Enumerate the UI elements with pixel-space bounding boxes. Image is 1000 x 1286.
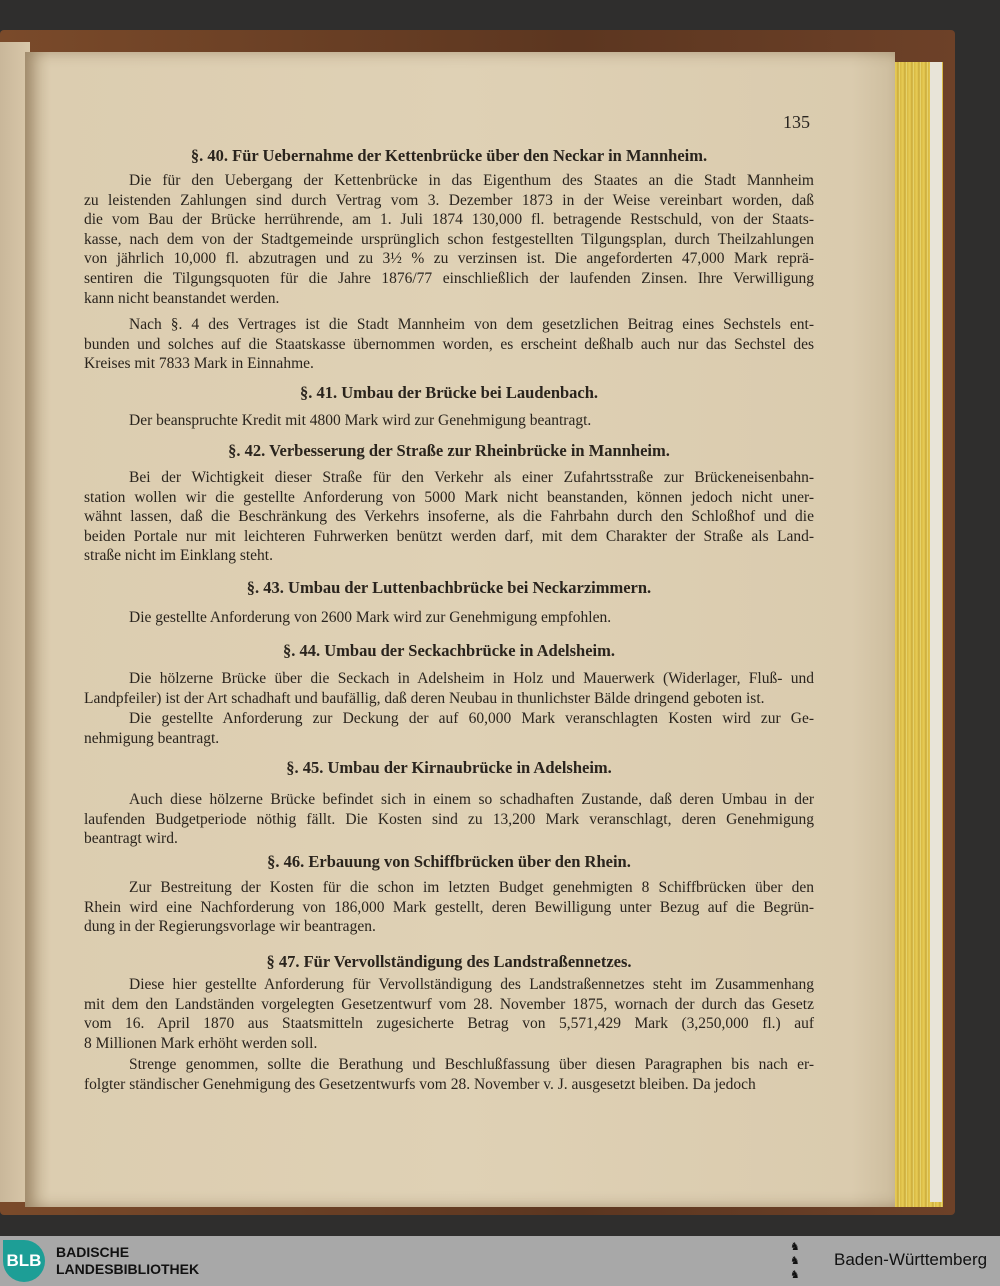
lions-coat-of-arms-icon: ♞ ♞ ♞ [790, 1241, 800, 1281]
text-line: nehmigung beantragt. [84, 729, 220, 747]
paragraph [84, 878, 814, 937]
text-line: Die gestellte Anforderung zur Deckung der auf 60,000 Mark veranschlagten Kosten wird zur Ge- [129, 710, 814, 727]
text-line: Kreises mit 7833 Mark in Einnahme. [84, 355, 314, 373]
section-heading: §. 40. Für Uebernahme der Kettenbrücke über den Neckar in Mannheim. [190, 146, 708, 165]
text-line: Der beanspruchte Kredit mit 4800 Mark wird zur Genehmigung beantragt. [129, 412, 592, 429]
text-line: Die für den Uebergang der Kettenbrücke in das Eigenthum des Staates an die Stadt Mannheim [129, 172, 814, 189]
text-line: station wollen wir die gestellte Anforderung von 5000 Mark nicht beanstanden, können jedoch nicht uner- [84, 488, 814, 506]
library-name[interactable] [56, 1244, 199, 1278]
text-line: vom 16. April 1870 aus Staatsmitteln zugesicherte Betrag von 5,571,429 Mark (3,250,000 fl.) auf [84, 1015, 814, 1033]
text-line: bunden und solches auf die Staatskasse übernommen worden, es erscheint deßhalb auch nur das Sechstel des [84, 335, 814, 353]
library-name-line2: LANDESBIBLIOTHEK [56, 1261, 200, 1277]
text-line: wähnt lassen, daß die Beschränkung des Verkehrs insoferne, als die Fahrbahn durch den Schloßhof und die [84, 508, 814, 526]
paragraph [84, 790, 814, 849]
text-line: kasse, nach dem von der Stadtgemeinde ursprünglich schon festgestellten Tilgungsplan, durch Theilzahlungen [84, 230, 814, 248]
text-line: Die gestellte Anforderung von 2600 Mark wird zur Genehmigung empfohlen. [129, 609, 612, 626]
section-heading: § 47. Für Vervollständigung des Landstraßennetzes. [266, 952, 632, 971]
paragraph [84, 411, 814, 431]
paragraph [84, 975, 814, 1053]
text-line: Die hölzerne Brücke über die Seckach in Adelsheim in Holz und Mauerwerk (Widerlager, Fluß- und [129, 670, 814, 687]
text-line: mit dem den Landständen vorgelegten Gesetzentwurf vom 28. November 1875, wornach der durch das Gesetz [84, 995, 814, 1013]
paragraph [84, 608, 814, 628]
text-line: die vom Bau der Brücke herrührende, am 1. Juli 1874 130,000 fl. betragende Restschuld, von der Staats- [84, 211, 814, 229]
text-line: kann nicht beanstandet werden. [84, 289, 280, 307]
paragraph [84, 171, 814, 308]
text-line: Diese hier gestellte Anforderung für Vervollständigung des Landstraßennetzes steht im Zusammenhang [129, 976, 814, 993]
text-line: Nach §. 4 des Vertrages ist die Stadt Mannheim von dem gesetzlichen Beitrag eines Sechstels ent- [129, 316, 814, 333]
blb-logo[interactable]: BLB [3, 1240, 45, 1282]
page-number: 135 [783, 112, 810, 132]
text-line: Rhein wird eine Nachforderung von 186,000 Mark gestellt, deren Bewilligung unter Bezug auf die Begrün- [84, 898, 814, 916]
paragraph [84, 1055, 814, 1094]
text-line: dung in der Regierungsvorlage wir beantragen. [84, 918, 376, 936]
text-line: Bei der Wichtigkeit dieser Straße für den Verkehr als einer Zufahrtsstraße zur Brückeneisenbahn- [129, 469, 814, 486]
text-line: 8 Millionen Mark erhöht werden soll. [84, 1034, 318, 1052]
section-heading: §. 46. Erbauung von Schiffbrücken über den Rhein. [267, 852, 631, 871]
text-line: Zur Bestreitung der Kosten für die schon im letzten Budget genehmigten 8 Schiffbrücken über den [129, 879, 814, 896]
section-heading: §. 41. Umbau der Brücke bei Laudenbach. [299, 383, 599, 402]
state-name[interactable]: Baden-Württemberg [834, 1250, 988, 1269]
section-heading: §. 44. Umbau der Seckachbrücke in Adelsheim. [282, 641, 615, 660]
text-line: laufenden Budgetperiode nöthig fällt. Die Kosten sind zu 13,200 Mark veranschlagt, deren Genehmigung [84, 810, 814, 828]
paragraph [84, 709, 814, 748]
section-heading: §. 43. Umbau der Luttenbachbrücke bei Neckarzimmern. [246, 578, 652, 597]
text-line: Auch diese hölzerne Brücke befindet sich in einem so schadhaften Zustande, daß deren Umbau in der [129, 791, 814, 808]
text-line: beantragt wird. [84, 830, 178, 848]
text-line: Strenge genommen, sollte die Berathung und Beschlußfassung über diesen Paragraphen bis nach er- [129, 1056, 814, 1073]
text-line: zu leistenden Zahlungen sind durch Vertrag vom 3. Dezember 1873 in der Weise vereinbart worden, daß [84, 191, 814, 209]
section-heading: §. 42. Verbesserung der Straße zur Rheinbrücke in Mannheim. [228, 441, 670, 460]
library-name-line1: BADISCHE [56, 1244, 130, 1260]
paragraph [84, 468, 814, 566]
section-heading: §. 45. Umbau der Kirnaubrücke in Adelsheim. [286, 758, 612, 777]
paragraph [84, 669, 814, 708]
text-line: folgter ständischer Genehmigung des Gesetzentwurfs vom 28. November v. J. ausgesetzt bleiben. Da jedoch [84, 1075, 756, 1093]
text-line: Landpfeiler) ist der Art schadhaft und baufällig, daß deren Neubau in thunlichster Bälde dringend geboten ist. [84, 689, 765, 707]
paragraph [84, 315, 814, 374]
text-line: von jährlich 10,000 fl. abzutragen und zu 3½ % zu verzinsen ist. Die angeforderten 47,000 Mark reprä- [84, 250, 814, 268]
footer-bar [0, 1236, 1000, 1286]
page-edge-white [930, 62, 942, 1202]
text-line: beiden Portale nur mit leichteren Fuhrwerken benützt werden darf, mit dem Charakter der Straße als Land- [84, 527, 814, 545]
text-line: straße nicht im Einklang steht. [84, 547, 273, 565]
text-line: sentiren die Tilgungsquoten für die Jahre 1876/77 einschließlich der laufenden Zinsen. Ihre Verwilligung [84, 269, 814, 287]
